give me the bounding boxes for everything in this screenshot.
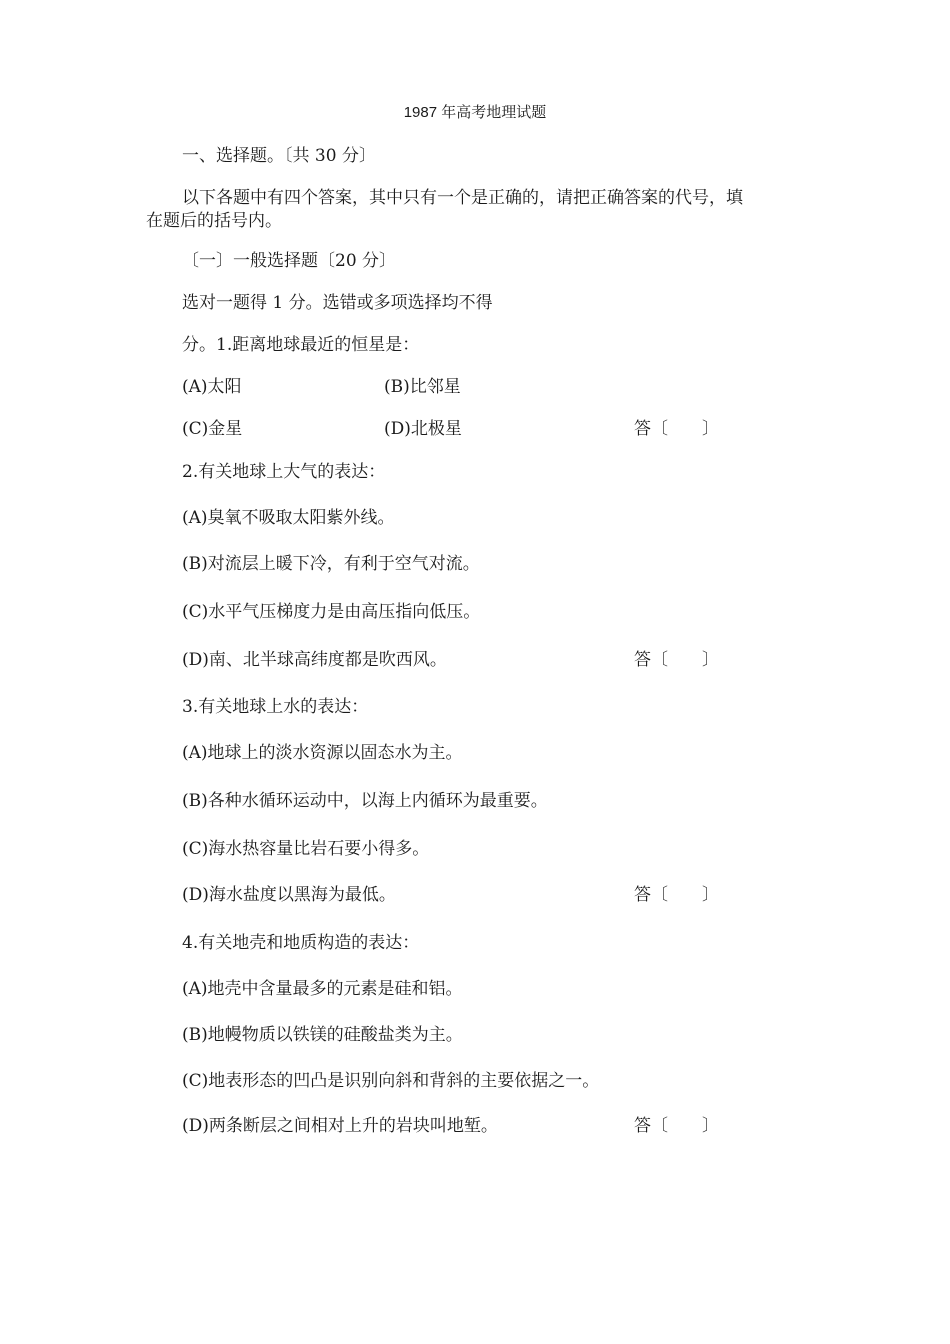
- q1-option-b: (B)比邻星: [384, 377, 461, 397]
- section-heading: 一、选择题。〔共 30 分〕: [182, 146, 376, 166]
- q3-stem: 3.有关地球上水的表达：: [182, 697, 369, 717]
- q3-answer-blank: 答〔 〕: [634, 885, 719, 905]
- q4-option-d: (D)两条断层之间相对上升的岩块叫地堑。: [182, 1116, 498, 1136]
- q3-option-b: (B)各种水循环运动中，以海上内循环为最重要。: [182, 791, 548, 811]
- q3-option-d: (D)海水盐度以黑海为最低。: [182, 885, 396, 905]
- q4-option-b: (B)地幔物质以铁镁的硅酸盐类为主。: [182, 1025, 463, 1045]
- q2-option-d: (D)南、北半球高纬度都是吹西风。: [182, 650, 447, 670]
- q2-option-b: (B)对流层上暖下冷，有利于空气对流。: [182, 554, 480, 574]
- scoring-rule-line-2: 分。1.距离地球最近的恒星是：: [182, 335, 420, 355]
- instructions-line-1: 以下各题中有四个答案，其中只有一个是正确的，请把正确答案的代号，填: [182, 188, 743, 208]
- instructions-line-2: 在题后的括号内。: [146, 211, 282, 231]
- subsection-heading: 〔一〕一般选择题〔20 分〕: [182, 251, 397, 271]
- q1-option-c: (C)金星: [182, 419, 243, 439]
- q1-answer-blank: 答〔 〕: [634, 419, 719, 439]
- scoring-rule-line-1: 选对一题得 1 分。选错或多项选择均不得: [182, 293, 493, 313]
- document-title: 1987 年高考地理试题: [403, 104, 547, 121]
- q2-answer-blank: 答〔 〕: [634, 650, 719, 670]
- q4-answer-blank: 答〔 〕: [634, 1116, 719, 1136]
- q3-option-c: (C)海水热容量比岩石要小得多。: [182, 839, 430, 859]
- q2-option-a: (A)臭氧不吸取太阳紫外线。: [182, 508, 395, 528]
- q4-option-c: (C)地表形态的凹凸是识别向斜和背斜的主要依据之一。: [182, 1071, 600, 1091]
- q1-option-d: (D)北极星: [384, 419, 462, 439]
- q2-stem: 2.有关地球上大气的表达：: [182, 462, 386, 482]
- q4-option-a: (A)地壳中含量最多的元素是硅和铝。: [182, 979, 463, 999]
- q2-option-c: (C)水平气压梯度力是由高压指向低压。: [182, 602, 481, 622]
- q3-option-a: (A)地球上的淡水资源以固态水为主。: [182, 743, 463, 763]
- q4-stem: 4.有关地壳和地质构造的表达：: [182, 933, 420, 953]
- q1-option-a: (A)太阳: [182, 377, 242, 397]
